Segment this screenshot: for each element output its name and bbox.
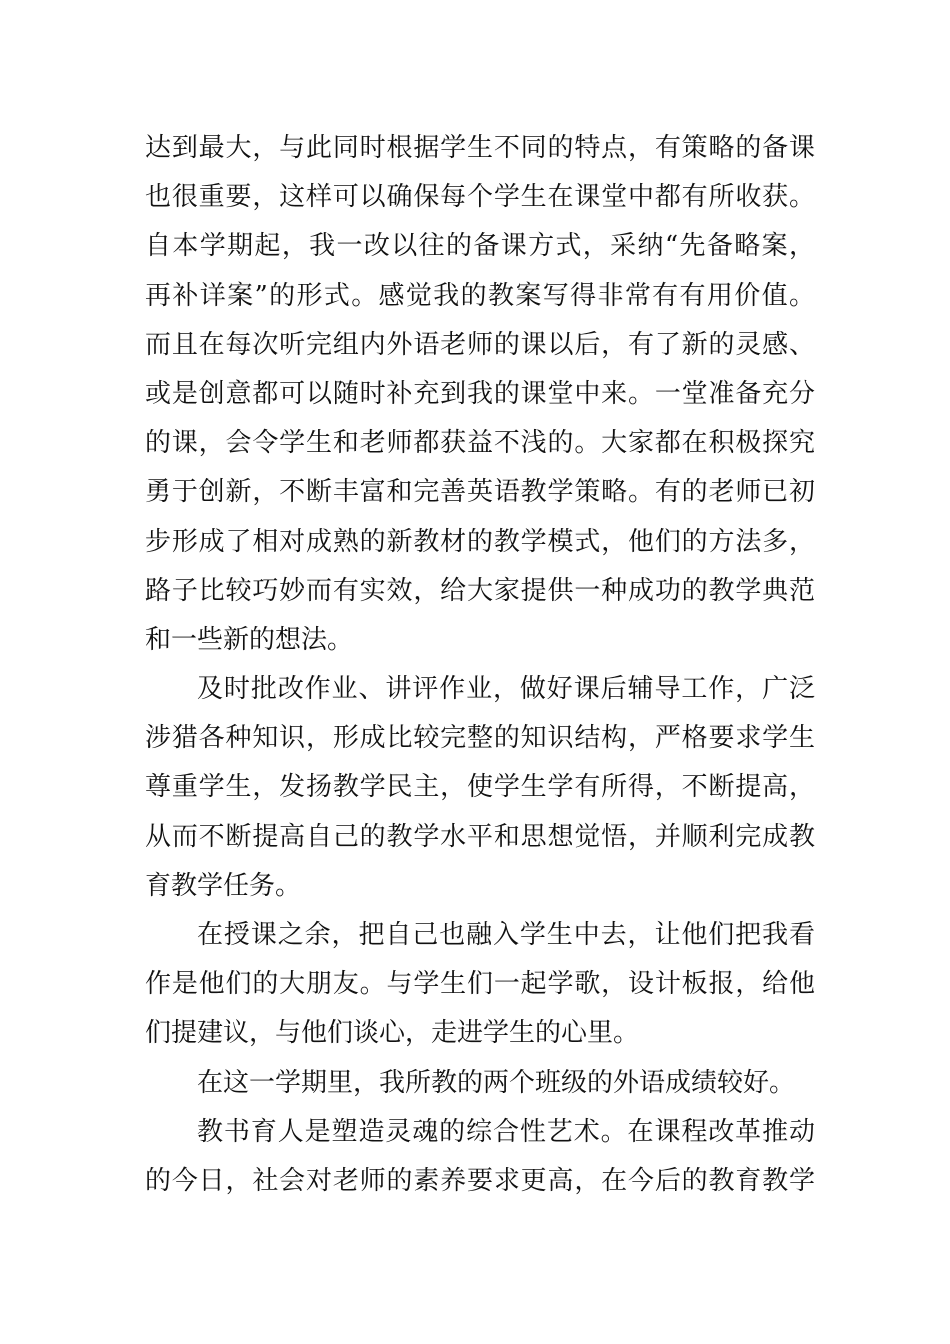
text-line: 和一些新的想法。: [145, 624, 354, 655]
text-line: 再补详案”的形式。感觉我的教案写得非常有有用价值。: [145, 280, 815, 311]
text-line: 路子比较巧妙而有实效，给大家提供一种成功的教学典范: [145, 575, 815, 606]
text-line: 或是创意都可以随时补充到我的课堂中来。一堂准备充分: [145, 378, 815, 409]
body-text: [145, 124, 815, 1206]
text-line: 步形成了相对成熟的新教材的教学模式，他们的方法多，: [145, 526, 815, 557]
text-line: 从而不断提高自己的教学水平和思想觉悟，并顺利完成教: [145, 821, 815, 852]
text-line: 达到最大，与此同时根据学生不同的特点，有策略的备课: [145, 133, 815, 163]
text-line: 育教学任务。: [145, 870, 302, 901]
text-line: 自本学期起，我一改以往的备课方式，采纳“先备略案，: [145, 231, 815, 262]
paragraph-first-line: 在这一学期里，我所教的两个班级的外语成绩较好。: [197, 1067, 796, 1098]
text-line: 们提建议，与他们谈心，走进学生的心里。: [145, 1018, 640, 1049]
paragraph-first-line: 及时批改作业、讲评作业，做好课后辅导工作，广泛: [197, 674, 815, 705]
paragraph-first-line: 教书育人是塑造灵魂的综合性艺术。在课程改革推动: [197, 1116, 815, 1147]
text-line: 尊重学生，发扬教学民主，使学生学有所得，不断提高，: [145, 772, 815, 803]
text-line: 的今日，社会对老师的素养要求更高，在今后的教育教学: [145, 1165, 815, 1196]
text-line: 的课，会令学生和老师都获益不浅的。大家都在积极探究: [145, 428, 815, 459]
paragraph-first-line: 在授课之余，把自己也融入学生中去，让他们把我看: [197, 920, 815, 950]
text-line: 勇于创新，不断丰富和完善英语教学策略。有的老师已初: [145, 477, 815, 508]
text-line: 也很重要，这样可以确保每个学生在课堂中都有所收获。: [145, 182, 815, 213]
text-line: 而且在每次听完组内外语老师的课以后，有了新的灵感、: [145, 329, 815, 360]
text-line: 涉猎各种知识，形成比较完整的知识结构，严格要求学生: [145, 723, 815, 754]
text-line: 作是他们的大朋友。与学生们一起学歌，设计板报，给他: [145, 969, 815, 1000]
